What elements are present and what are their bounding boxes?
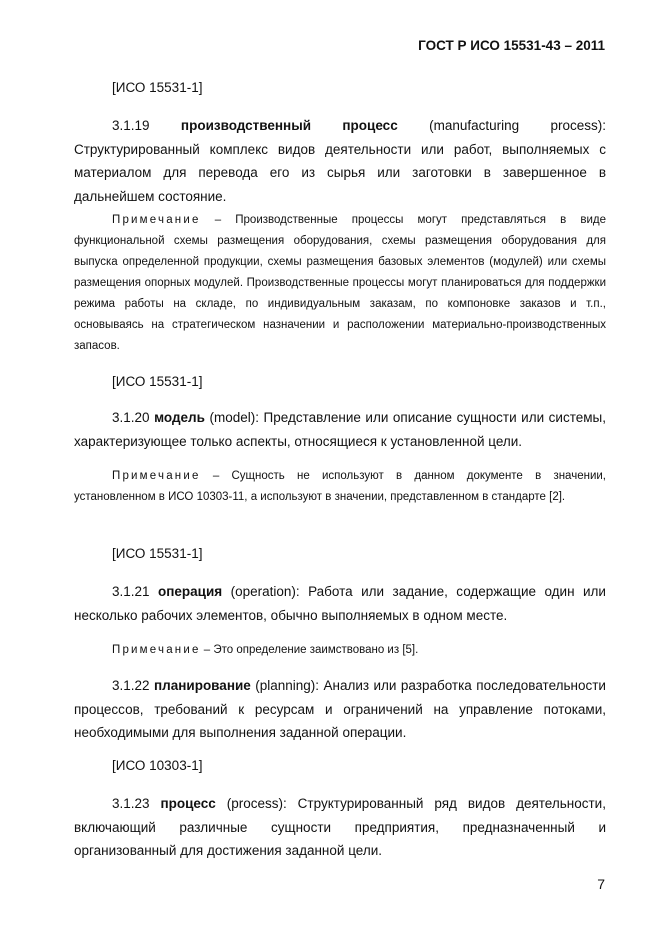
term-3-1-22 [74,674,606,745]
term-3-1-23 [74,792,606,863]
term-title: производственный процесс [180,118,398,133]
definition-text: Структурированный ряд видов деятельности, включающий различные сущности предприятия, предназначенный и организованный для достижения заданной цели. [74,796,606,858]
note-label: Примечание [112,644,201,656]
note-text: Сущность не используют в данном документе в значении, установленном в ИСО 10303-11, а используют в значении, представленном в стандарте [2]. [74,470,606,503]
term-number: 3.1.21 [112,584,150,599]
term-number: 3.1.19 [112,118,150,133]
note-3-1-20: Примечание – Сущность не используют в данном документе в значении, установленном в ИСО 10303-11, а используют в значении, представленном в стандарте [2]. [74,470,606,503]
term-title: планирование [154,678,251,693]
term-definition [74,792,606,863]
term-english: (model): [209,410,259,425]
term-english: (planning): [255,678,320,693]
term-definition [74,406,606,453]
term-title: модель [154,410,205,425]
term-3-1-21 [74,580,606,627]
term-english: (process): [226,796,287,811]
note-3-1-21: Примечание – Это определение заимствовано из [5]. [112,644,419,656]
term-definition [74,580,606,627]
note-text: Производственные процессы могут представляться в виде функциональной схемы размещения оборудования, схемы размещения оборудования для выпуска определенной продукции, схемы размещения базовых элементов (модулей) или схемы размещения опорных модулей. Производственные процессы могут планироваться для поддержки режима работы на складе, по индивидуальным заказам, по компоновке заказов и т.п., основываясь на стратегическом назначении и расположении материально-производственных запасов. [74,214,606,352]
term-number: 3.1.22 [112,678,150,693]
note-label: Примечание [112,470,201,482]
term-definition [74,674,606,745]
term-definition [74,114,606,208]
term-english: (operation): [230,584,300,599]
term-english: (manufacturing process): [429,118,606,133]
note-text: Это определение заимствовано из [5]. [213,644,419,656]
definition-text: Анализ или разработка последовательности процессов, требований к ресурсам и ограничений на управление потоками, необходимыми для выполнения заданной операции. [74,678,606,740]
page-number: 7 [597,876,605,892]
term-title: операция [158,584,223,599]
term-3-1-19 [74,114,606,208]
term-number: 3.1.23 [112,796,150,811]
term-3-1-20 [74,406,606,453]
note-3-1-19: Примечание – Производственные процессы могут представляться в виде функциональной схемы размещения оборудования, схемы размещения оборудования для выпуска определенной продукции, схемы размещения базовых элементов (модулей) или схемы размещения опорных модулей. Производственные процессы могут планироваться для поддержки режима работы на складе, по индивидуальным заказам, по компоновке заказов и т.п., основываясь на стратегическом назначении и расположении материально-производственных запасов. [74,214,606,352]
reference-label: [ИСО 15531-1] [112,374,203,389]
definition-text: Представление или описание сущности или системы, характеризующее только аспекты, относящиеся к установленной цели. [74,410,606,449]
document-header: ГОСТ Р ИСО 15531-43 – 2011 [418,38,605,53]
note-label: Примечание [112,214,201,226]
term-number: 3.1.20 [112,410,150,425]
definition-text: Работа или задание, содержащие один или несколько рабочих элементов, обычно выполняемых в одном месте. [74,584,606,623]
reference-label: [ИСО 15531-1] [112,80,203,95]
term-title: процесс [160,796,216,811]
reference-label: [ИСО 15531-1] [112,546,203,561]
definition-text: Структурированный комплекс видов деятельности или работ, выполняемых с материалом для перевода его из сырья или заготовки в завершенное в дальнейшем состояние. [74,141,606,204]
reference-label: [ИСО 10303-1] [112,758,203,773]
